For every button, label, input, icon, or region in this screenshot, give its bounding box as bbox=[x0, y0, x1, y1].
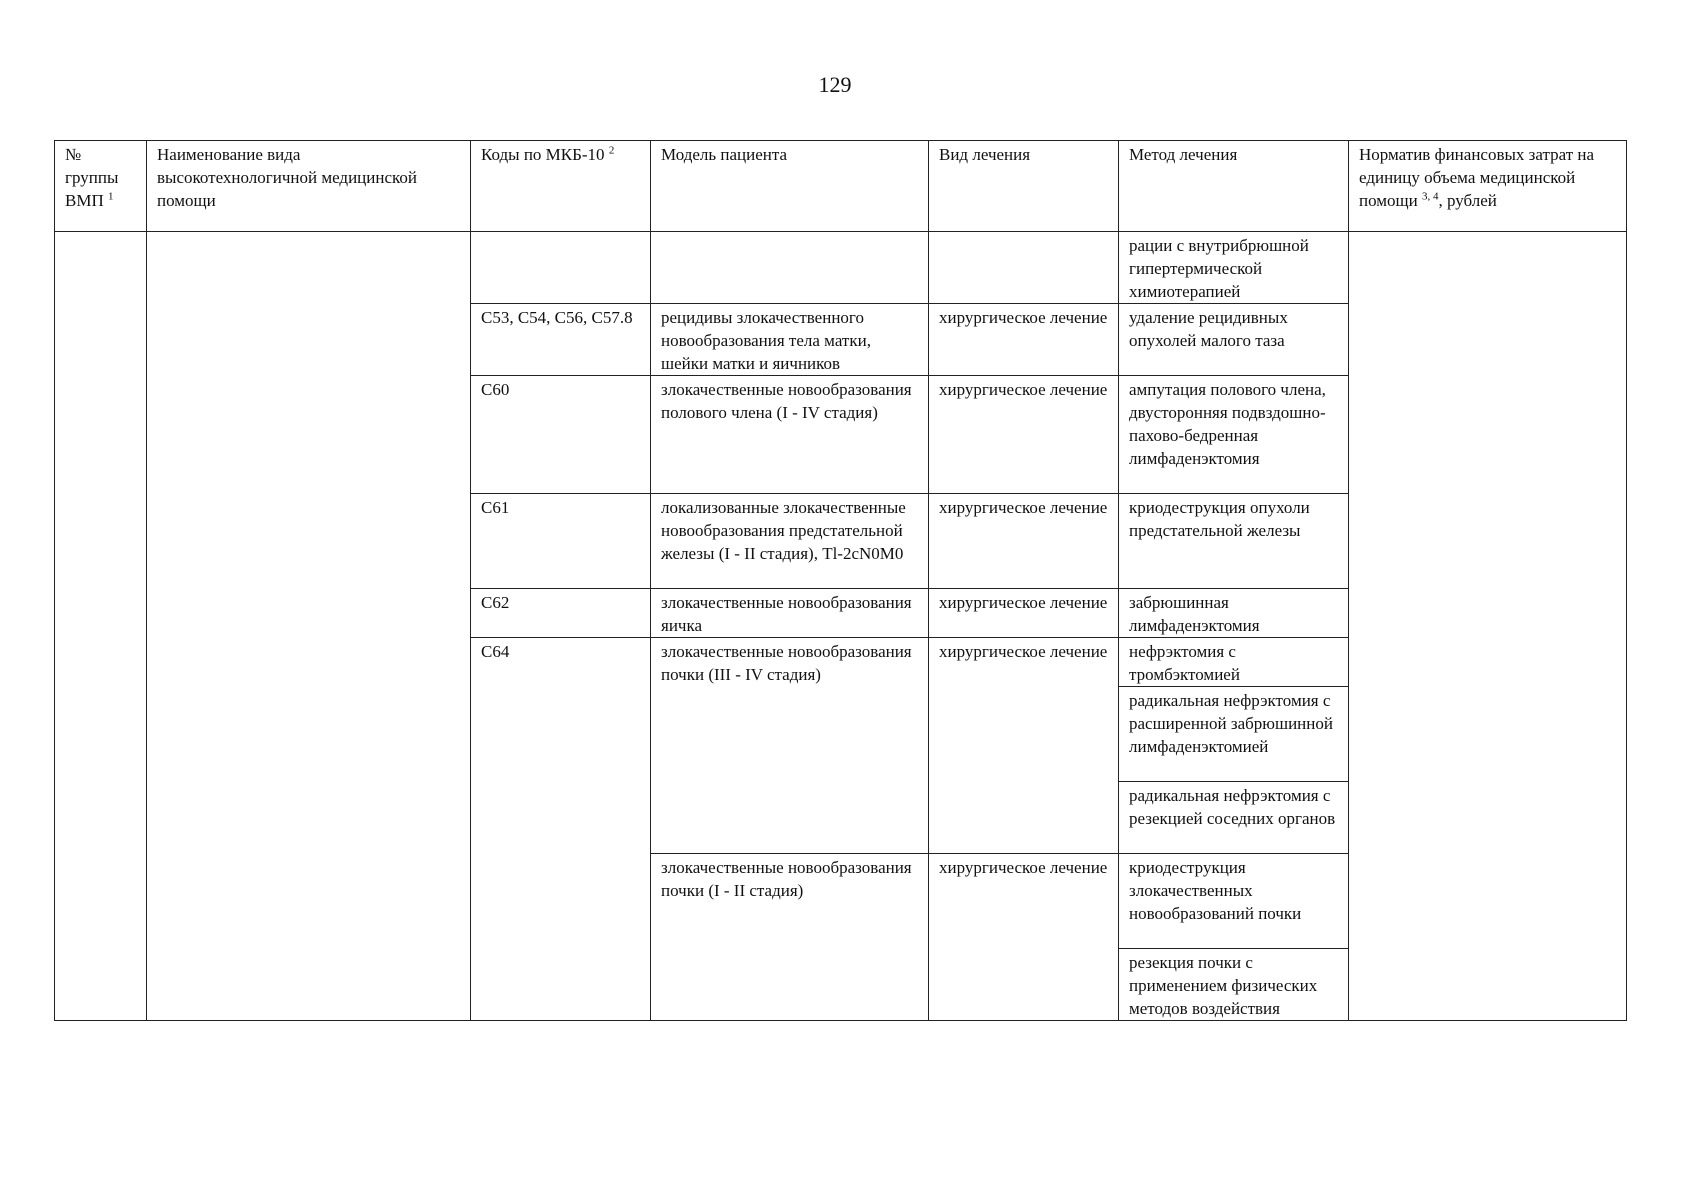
method-cell: криодеструкция опухоли предстательной железы bbox=[1119, 494, 1349, 589]
type-cell: хирургическое лечение bbox=[929, 589, 1119, 638]
header-cost-norm-footnote: 3, 4 bbox=[1421, 190, 1439, 203]
cost-norm-cell bbox=[1349, 232, 1627, 1021]
type-cell: хирургическое лечение bbox=[929, 638, 1119, 854]
type-cell: хирургическое лечение bbox=[929, 494, 1119, 589]
header-group-no-text: № группы ВМП bbox=[65, 145, 119, 210]
model-cell: злокачественные новообразования почки (I - II стадия) bbox=[651, 854, 929, 1021]
page-number: 129 bbox=[818, 72, 852, 97]
vmp-name-cell bbox=[147, 232, 471, 1021]
model-cell: рецидивы злокачественного новообразования тела матки, шейки матки и яичников bbox=[651, 304, 929, 376]
group-no-cell bbox=[55, 232, 147, 1021]
codes-cell: C64 bbox=[471, 638, 651, 1021]
method-cell: радикальная нефрэктомия с резекцией соседних органов bbox=[1119, 782, 1349, 854]
header-icd-codes-text: Коды по МКБ-10 bbox=[481, 145, 605, 164]
model-cell bbox=[651, 232, 929, 304]
codes-cell bbox=[471, 232, 651, 304]
method-cell: криодеструкция злокачественных новообразований почки bbox=[1119, 854, 1349, 949]
type-cell: хирургическое лечение bbox=[929, 854, 1119, 1021]
model-cell: злокачественные новообразования яичка bbox=[651, 589, 929, 638]
codes-cell: C53, C54, C56, C57.8 bbox=[471, 304, 651, 376]
method-cell: ампутация полового члена, двусторонняя подвздошно-пахово-бедренная лимфаденэктомия bbox=[1119, 376, 1349, 494]
vmp-table bbox=[54, 140, 1627, 1021]
header-cost-norm bbox=[1349, 141, 1627, 232]
model-cell: злокачественные новообразования полового члена (I - IV стадия) bbox=[651, 376, 929, 494]
header-treatment-method: Метод лечения bbox=[1119, 141, 1349, 232]
header-icd-codes-footnote: 2 bbox=[608, 144, 615, 157]
model-cell: злокачественные новообразования почки (III - IV стадия) bbox=[651, 638, 929, 854]
header-patient-model: Модель пациента bbox=[651, 141, 929, 232]
codes-cell: C60 bbox=[471, 376, 651, 494]
header-cost-norm-text: Норматив финансовых затрат на единицу объема медицинской помощи bbox=[1359, 145, 1595, 210]
header-name: Наименование вида высокотехнологичной медицинской помощи bbox=[147, 141, 471, 232]
header-row bbox=[55, 141, 1627, 232]
method-cell: рации с внутрибрюшной гипертермической химиотерапией bbox=[1119, 232, 1349, 304]
method-cell: резекция почки с применением физических методов воздействия bbox=[1119, 949, 1349, 1021]
header-treatment-type: Вид лечения bbox=[929, 141, 1119, 232]
method-cell: нефрэктомия с тромбэктомией bbox=[1119, 638, 1349, 687]
method-cell: радикальная нефрэктомия с расширенной забрюшинной лимфаденэктомией bbox=[1119, 687, 1349, 782]
codes-cell: C61 bbox=[471, 494, 651, 589]
method-cell: забрюшинная лимфаденэктомия bbox=[1119, 589, 1349, 638]
type-cell: хирургическое лечение bbox=[929, 376, 1119, 494]
table-row bbox=[55, 232, 1627, 304]
type-cell bbox=[929, 232, 1119, 304]
method-cell: удаление рецидивных опухолей малого таза bbox=[1119, 304, 1349, 376]
model-cell: локализованные злокачественные новообразования предстательной железы (I - II стадия), Tl-2cN0M0 bbox=[651, 494, 929, 589]
header-cost-norm-unit: , рублей bbox=[1438, 191, 1497, 210]
codes-cell: C62 bbox=[471, 589, 651, 638]
header-group-no-footnote: 1 bbox=[107, 190, 114, 203]
type-cell: хирургическое лечение bbox=[929, 304, 1119, 376]
header-group-no bbox=[55, 141, 147, 232]
header-icd-codes bbox=[471, 141, 651, 232]
